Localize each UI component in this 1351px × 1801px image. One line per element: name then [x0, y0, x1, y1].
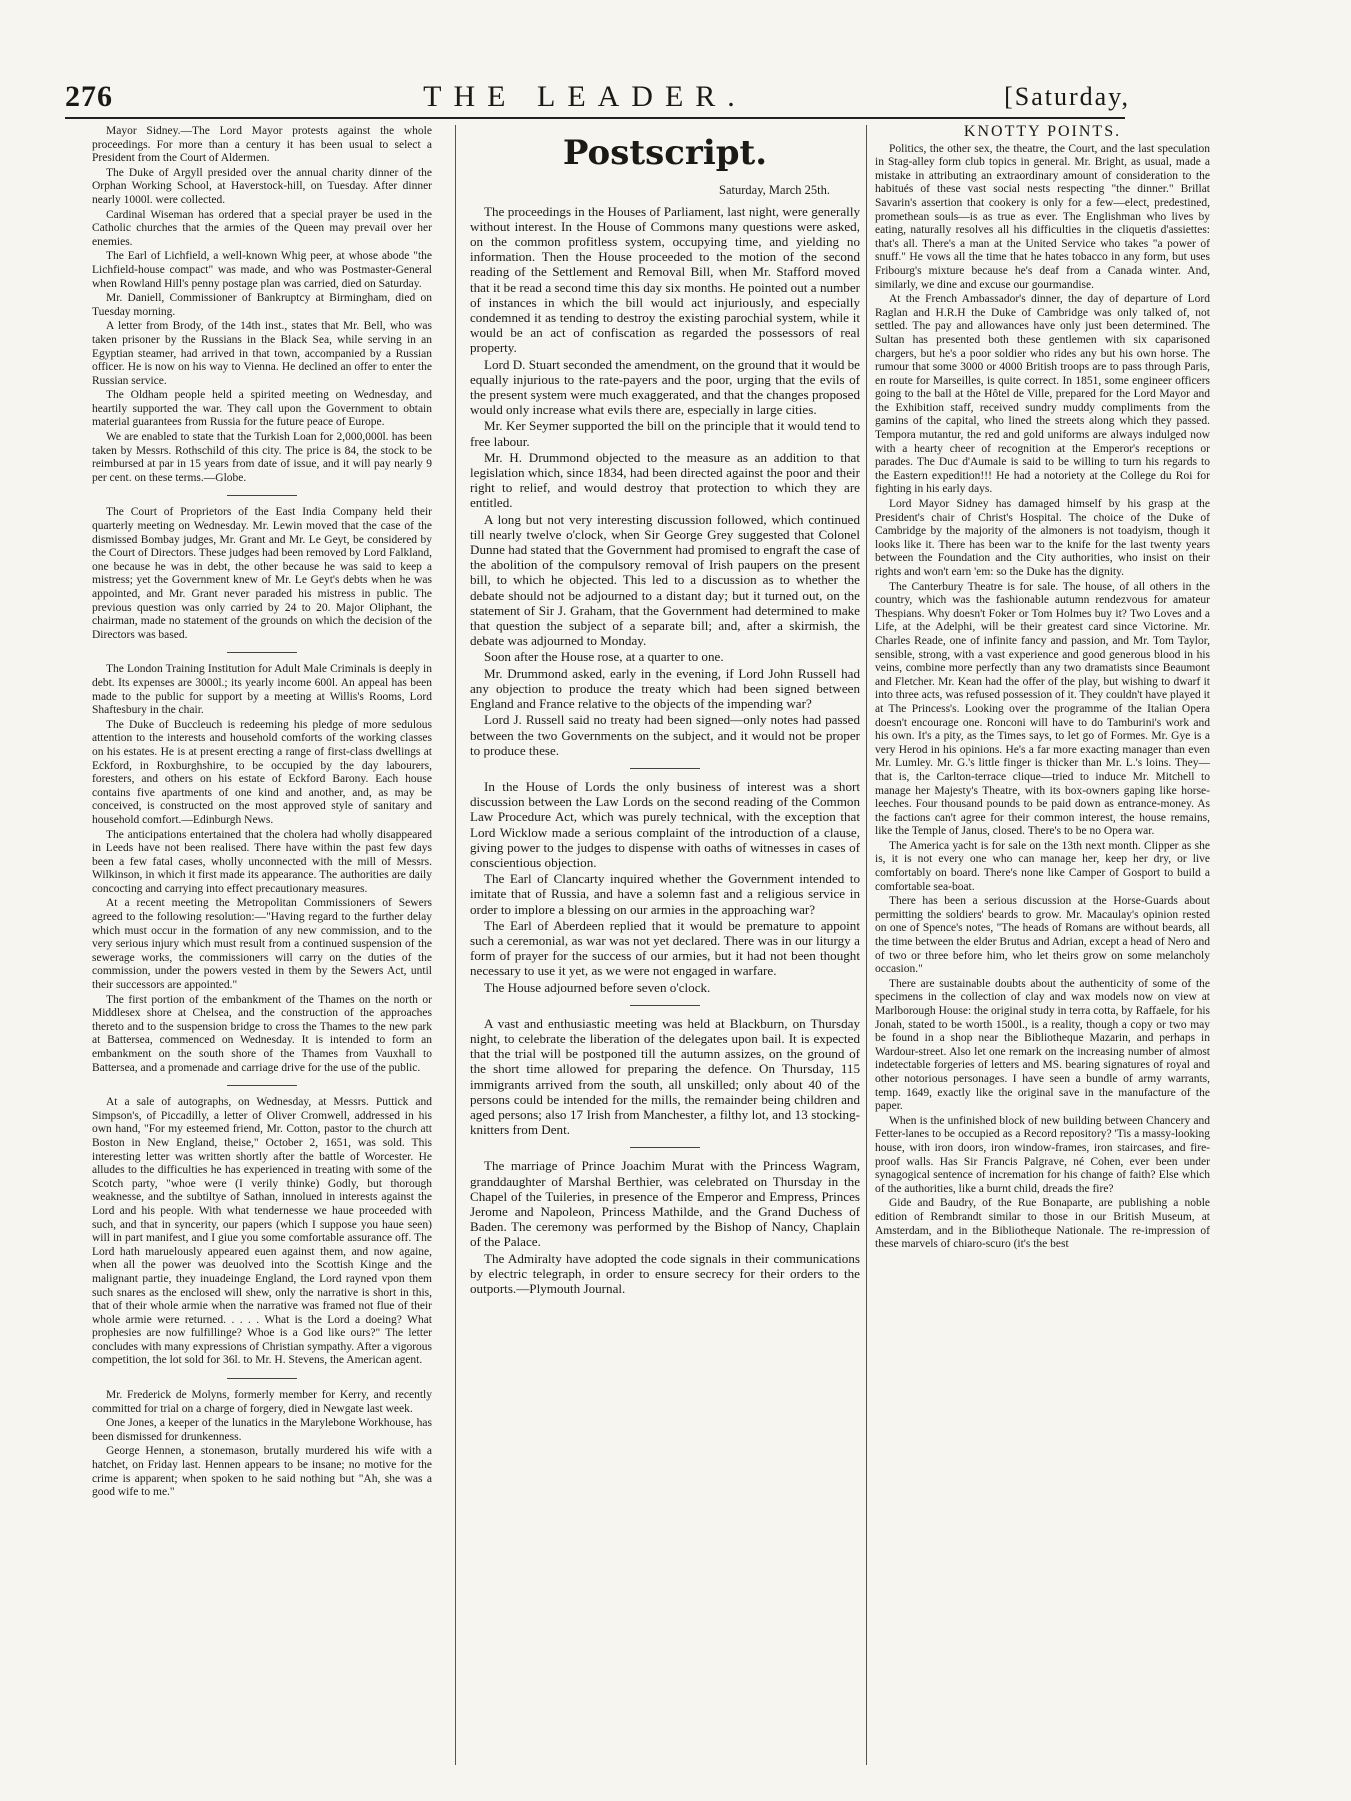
paragraph: In the House of Lords the only business of interest was a short discussion between the Law Lords on the second reading of the Common Law Procedure Act, which was purely technical, with the exception that Lord Wicklow made a serious complaint of the introduction of a clause, giving power to the judges to dispense with oaths of witnesses in cases of conscientious objection.	[470, 778, 860, 870]
paragraph: Lord J. Russell said no treaty had been signed—only notes had passed between the two Governments on the subject, and it would not be proper to produce these.	[470, 712, 860, 758]
paragraph: The Oldham people held a spirited meeting on Wednesday, and heartily supported the war. They call upon the Government to obtain material guarantees from Russia for the future peace of Europe.	[92, 389, 432, 429]
column-divider	[866, 125, 867, 1765]
paragraph: Mr. Daniell, Commissioner of Bankruptcy at Birmingham, died on Tuesday morning.	[92, 292, 432, 318]
paragraph: Mr. Drummond asked, early in the evening, if Lord John Russell had any objection to produce the treaty which had been signed between England and France relative to the objects of the impending war?	[470, 665, 860, 712]
separator	[227, 495, 297, 496]
paragraph: The first portion of the embankment of the Thames on the north or Middlesex shore at Chelsea, and the construction of the approaches thereto and to the suspension bridge to cross the Thames to the new park at Battersea, commenced on Wednesday. It is intended to form an embankment on the south shore of the Thames from Vauxhall to Battersea, and a promenade and carriage drive for the use of the public.	[92, 993, 432, 1074]
paragraph: Gide and Baudry, of the Rue Bonaparte, are publishing a noble edition of Rembrandt similar to those in our British Museum, at Amsterdam, and in the Bibliotheque Nationale. The re-impression of these marvels of chiaro-scuro (it's the best	[875, 1197, 1210, 1251]
separator	[227, 652, 297, 653]
separator	[227, 1378, 297, 1379]
section-heading: KNOTTY POINTS.	[963, 123, 1122, 140]
paragraph: At a sale of autographs, on Wednesday, at Messrs. Puttick and Simpson's, of Piccadilly, a letter of Oliver Cromwell, addressed in his own hand, "For my esteemed friend, Mr. Cotton, pastor to the church att Boston in New England, theise," October 2, 1651, was sold. This interesting letter was written shortly after the battle of Worcester. He alludes to the difficulties he has experienced in treating with some of the Scotch party, "whoe were (I verily thinke) Godly, but thorough weaknesse, and the subtiltye of Sathan, innolued in interests against the Lord and his people. With what tendernesse we haue proceeded with such, and that in syncerity, our papers (which I suppose you haue seen) will in part manifest, and I giue you some comfortable assurance off. The Lord hath maruelously appeared euen against them, and now againe, when all the power was deuolved into the Scottish Kinge and the malignant partie, they inuadeinge England, the Lord rayned vpon them such snares as the enclosed will shew, only the narrative is short in this, that of their whole armie when the narrative was framed not flue of their whole armie were returned. . . . . What is the Lord a doeing? What prophesies are now fulfillinge? Whoe is a God like ours?" The letter concludes with many expressions of Christian sympathy. After a vigorous competition, the lot sold for 36l. to Mr. H. Stevens, the American agent.	[92, 1096, 432, 1367]
column-knotty-points	[875, 125, 1210, 1765]
header-rule	[65, 117, 1125, 119]
paragraph: The marriage of Prince Joachim Murat with the Princess Wagram, granddaughter of Marshal Berthier, was celebrated on Thursday in the Chapel of the Tuileries, in presence of the Emperor and Empress, Princes Jerome and Napoleon, Princess Mathilde, and the Grand Duchess of Baden. The ceremony was performed by the Bishop of Nancy, Chaplain of the Palace.	[470, 1158, 860, 1250]
paragraph: A letter from Brody, of the 14th inst., states that Mr. Bell, who was taken prisoner by the Russians in the Black Sea, while serving in an Egyptian steamer, had arrived in that town, accompanied by a Russian officer. He is now on his way to Vienna. He declined an offer to enter the Russian service.	[92, 320, 432, 387]
page-number: 276	[65, 80, 113, 113]
paragraph: The anticipations entertained that the cholera had wholly disappeared in Leeds have not been realised. There have within the past few days been a few fatal cases, wholly unconnected with the mill of Messrs. Wilkinson, in which it first made its appearance. The authorities are daily concocting and carrying into effect precautionary measures.	[92, 828, 432, 895]
paragraph: The House adjourned before seven o'clock.	[484, 979, 711, 995]
paragraph: One Jones, a keeper of the lunatics in the Marylebone Workhouse, has been dismissed for drunkenness.	[92, 1417, 432, 1443]
paragraph: The Duke of Argyll presided over the annual charity dinner of the Orphan Working School, at Haverstock-hill, on Tuesday. After dinner nearly 1000l. were collected.	[92, 166, 432, 206]
paragraph: The Canterbury Theatre is for sale. The house, of all others in the country, which was the fashionable autumn rendezvous for amateur Thespians. Why doesn't Foker or Tom Holmes buy it? Two Loves and a Life, at the Adelphi, will be their greatest card since Victorine. Mr. Charles Reade, one of infinite fancy and passion, and Mr. Tom Taylor, sensible, strong, with a vast experience and good generous blood in his veins, combine more perfectly than any two dramatists since Beaumont and Fletcher. Mr. Kean had the offer of the play, but wishing to dwarf it into three acts, was refused possession of it. They couldn't have played it at The Princess's. Looking over the programme of the Italian Opera doesn't encourage one. Ronconi will have to do Tamburini's work and his own. It's a pity, as the Times says, to let go of Formes. Mr. Gye is a very Herod in his opinions. He's a far more exacting manager than even Mr. Lumley. Mr. G.'s little finger is thicker than Mr. L.'s loins. They—that is, the Carlton-terrace clique—tried to induce Mr. Mitchell to manage her Majesty's Theatre, with its box-owners gaping like horse-leeches. Four thousand pounds to be paid down as entrance-money. As the factions can't agree for their common interest, the house remains, like the Temple of Janus, closed. There's to be no Opera war.	[875, 580, 1210, 838]
separator	[630, 768, 700, 769]
masthead	[65, 80, 1130, 113]
paragraph: The Duke of Buccleuch is redeeming his pledge of more sedulous attention to the interests and household comforts of the working classes on his estates. He is at present erecting a range of first-class dwellings at Eckford, in Roxburghshire, to be occupied by the day labourers, foresters, and others on his estate of Eckford Barony. Each house contains five apartments of one kind and another, and, as may be conceived, is constructed on the most approved style of sanitary and household comfort.—Edinburgh News.	[92, 718, 432, 826]
paragraph: Lord D. Stuart seconded the amendment, on the ground that it would be equally injurious to the rate-payers and the poor, urging that the evils of the present system were much exaggerated, and that the changes proposed would only increase what evils there are, especially in large cities.	[470, 356, 860, 418]
separator	[227, 1085, 297, 1086]
paragraph: George Hennen, a stonemason, brutally murdered his wife with a hatchet, on Friday last. Hennen appears to be insane; no motive for the crime is apparent; when spoken to he said nothing but "Ah, she was a good wife to me."	[92, 1445, 432, 1499]
paragraph: Mr. Ker Seymer supported the bill on the principle that it would tend to free labour.	[470, 418, 860, 449]
dateline: Saturday, March 25th.	[719, 183, 830, 197]
paragraph: The proceedings in the Houses of Parliament, last night, were generally without interest. In the House of Commons many questions were asked, on the common profitless system, occupying time, and yielding no information. Then the House proceeded to the motion of the second reading of the Settlement and Removal Bill, when Mr. Stafford moved that it be read a second time this day six months. He pointed out a number of instances in which the bill would act injuriously, and especially condemned it as tending to destroy the existing parochial system, while it would be an act of confiscation as regarded the possessors of real property.	[470, 203, 860, 356]
paragraph: At the French Ambassador's dinner, the day of departure of Lord Raglan and H.R.H the Duke of Cambridge was only talked of, not settled. The pay and allowances have only just been determined. The Sultan has presented both these gentlemen with six caparisoned chargers, but he's a poor soldier who rides any but his own horse. The rumour that some 3000 or 4000 British troops are to pass through Paris, en route for Marseilles, is quite correct. In 1851, some engineer officers going to the ball at the Hôtel de Ville, prepared for the Lord Mayor and the Exhibition staff, received sundry muddy compliments from the gamins of the capital, who lined the streets along which they passed. Tempora mutantur, the red and gold uniforms are always indulged now with a hearty cheer of recognition at the Emperor's receptions or parades. The Duc d'Aumale is said to be willing to turn his regards to the Eastern expedition!!! He had a notoriety at the College du Roi for fighting in his early days.	[875, 293, 1210, 496]
paragraph: The Earl of Clancarty inquired whether the Government intended to imitate that of Russia, and have a solemn fast and a religious service in order to implore a blessing on our armies in the approaching war?	[470, 871, 860, 917]
column-divider	[455, 125, 456, 1765]
paragraph: At a recent meeting the Metropolitan Commissioners of Sewers agreed to the following resolution:—"Having regard to the further delay which must occur in the formation of any new commission, and to the very serious injury which must result from a continued suspension of the sewerage works, the commissioners will carry on the duties of the commission, under the powers vested in them by the Sewers Act, until their successors are appointed."	[92, 897, 432, 992]
paragraph: There are sustainable doubts about the authenticity of some of the specimens in the collection of clay and wax models now on view at Marlborough House: the original study in terra cotta, by Raffaele, for his Jonah, stated to be worth 1500l., is a reality, though a copy or two may be found in a shop near the Bibliotheque Mazarin, and perhaps in Wardour-street. Also let one remark on the increasing number of almost indetectable forgeries of letters and MS. bearing signatures of royal and other notorious personages. I have seen a bundle of army warrants, temp. 1649, exactly like the original save in the manufacture of the paper.	[875, 977, 1210, 1113]
paragraph: The Admiralty have adopted the code signals in their communications by electric telegraph, in order to ensure secrecy for their orders to the outports.—Plymouth Journal.	[470, 1250, 860, 1296]
paragraph: There has been a serious discussion at the Horse-Guards about permitting the soldiers' beards to grow. Mr. Macaulay's opinion rested on one of Spence's notes, "The heads of Romans are without beards, all the time between the elder Brutus and Adrian, except a head of Nero and of two or three before him, who let theirs grow on some melancholy occasion."	[875, 895, 1210, 976]
paragraph: The America yacht is for sale on the 13th next month. Clipper as she is, it is not every one who can manage her, keep her dry, or live comfortably on board. There's none like Camper of Gosport to build a comfortable sea-boat.	[875, 839, 1210, 893]
paragraph: A long but not very interesting discussion followed, which continued till nearly twelve o'clock, when Sir George Grey suggested that Colonel Dunne had stated that the Government had promised to engraft the case of the abolition of the compulsory removal of Irish paupers on the present bill, to which he objected. This led to a discussion as to whether the debate should not be adjourned to a distant day; but it turned out, on the statement of Sir J. Graham, that the Government had determined to make that question the subject of a separate bill; and, after a skirmish, the debate was adjourned to Monday.	[470, 511, 860, 649]
paragraph: The London Training Institution for Adult Male Criminals is deeply in debt. Its expenses are 3000l.; its yearly income 600l. An appeal has been made to the public for support by a meeting at Willis's Rooms, Lord Shaftesbury in the chair.	[92, 663, 432, 717]
publication-title: THE LEADER.	[423, 80, 747, 113]
issue-day: [Saturday,	[1004, 82, 1130, 111]
paragraph: We are enabled to state that the Turkish Loan for 2,000,000l. has been taken by Messrs. Rothschild of this city. The price is 84, the stock to be reimbursed at par in 15 years from date of issue, and it will pay nearly 9 per cent. on these terms.—Globe.	[92, 431, 432, 484]
paragraph: Cardinal Wiseman has ordered that a special prayer be used in the Catholic churches that the armies of the Queen may prevail over her enemies.	[92, 208, 432, 248]
paragraph: The Earl of Lichfield, a well-known Whig peer, at whose abode "the Lichfield-house compact" was made, and who was Postmaster-General when Rowland Hill's penny postage plan was carried, died on Saturday.	[92, 250, 432, 290]
separator	[630, 1005, 700, 1006]
paragraph: Mr. H. Drummond objected to the measure as an addition to that legislation which, since 1834, had been directed against the poor and their right to relief, and would destroy that protection to which they are entitled.	[470, 449, 860, 511]
column-news-briefs	[92, 125, 432, 1765]
paragraph: The Earl of Aberdeen replied that it would be premature to appoint such a ceremonial, as war was not yet declared. There was in our liturgy a form of prayer for the success of our armies, but it had not been thought necessary to use it yet, as we were not engaged in warfare.	[470, 917, 860, 979]
paragraph: Mayor Sidney.—The Lord Mayor protests against the whole proceedings. For more than a century it has been usual to select a President from the Court of Aldermen.	[92, 125, 432, 165]
separator	[630, 1147, 700, 1148]
postscript-heading: Postscript.	[562, 133, 768, 173]
paragraph: Lord Mayor Sidney has damaged himself by his grasp at the President's chair of Christ's Hospital. The choice of the Duke of Cambridge by the majority of the almoners is not toadyism, though it looks like it. There has been war to the knife for the last twenty years between the Foundation and the City authorities, who insist on their rights and won't earn 'em: so the Duke has the dignity.	[875, 498, 1210, 578]
paragraph: The Court of Proprietors of the East India Company held their quarterly meeting on Wednesday. Mr. Lewin moved that the case of the dismissed Bombay judges, Mr. Grant and Mr. Le Geyt, be considered by the Court of Directors. These judges had been removed by Lord Falkland, one because he was in debt, the other because he was said to keep a mistress; yet the Government knew of Mr. Le Geyt's debts when he was appointed, and Mr. Grant never paraded his mistress in public. The previous question was only carried by 24 to 20. Major Oliphant, the chairman, made no statement of the grounds on which the decision of the Directors was based.	[92, 506, 432, 641]
paragraph: When is the unfinished block of new building between Chancery and Fetter-lanes to be occupied as a Record repository? 'Tis a massy-looking house, with iron doors, iron window-frames, iron staircases, and fire-proof walls. Has Sir Francis Palgrave, né Cohen, ever been under synagogical sentence of incremation for his change of faith? Else which of the authorities, like a burnt child, dreads the fire?	[875, 1114, 1210, 1195]
paragraph: Soon after the House rose, at a quarter to one.	[484, 649, 724, 665]
paragraph: Politics, the other sex, the theatre, the Court, and the last speculation in Stag-alley form club topics in general. Mr. Bright, as usual, made a mistake in attributing an extraordinary amount of consideration to the habitués of these vast social nests respecting "the dinner." Brillat Savarin's assertion that cookery is only for a few—elect, predestined, promethean souls—is as true as ever. The Englishman who lives by eating, naturally resolves all his difficulties in the cliquetis d'assiettes: that's all. There's a man at the United Service who takes "a power of snuff." He vows all the time that he hates tobacco in any form, but uses Fribourg's mixture because he's deaf from a Canada winter. And, similarly, we dine and excuse our gourmandise.	[875, 142, 1210, 291]
paragraph: Mr. Frederick de Molyns, formerly member for Kerry, and recently committed for trial on a charge of forgery, died in Newgate last week.	[92, 1389, 432, 1415]
paragraph: A vast and enthusiastic meeting was held at Blackburn, on Thursday night, to celebrate the liberation of the delegates upon bail. It is expected that the trial will be postponed till the autumn assizes, on the ground of the short time allowed for preparing the defence. On Thursday, 115 immigrants arrived from the south, all unskilled; only about 40 of the persons could be intended for the mills, the remainder being children and aged persons; also 17 Irish from Manchester, a filthy lot, and 13 stocking-knitters from Dent.	[470, 1015, 860, 1138]
column-postscript	[470, 125, 860, 1765]
